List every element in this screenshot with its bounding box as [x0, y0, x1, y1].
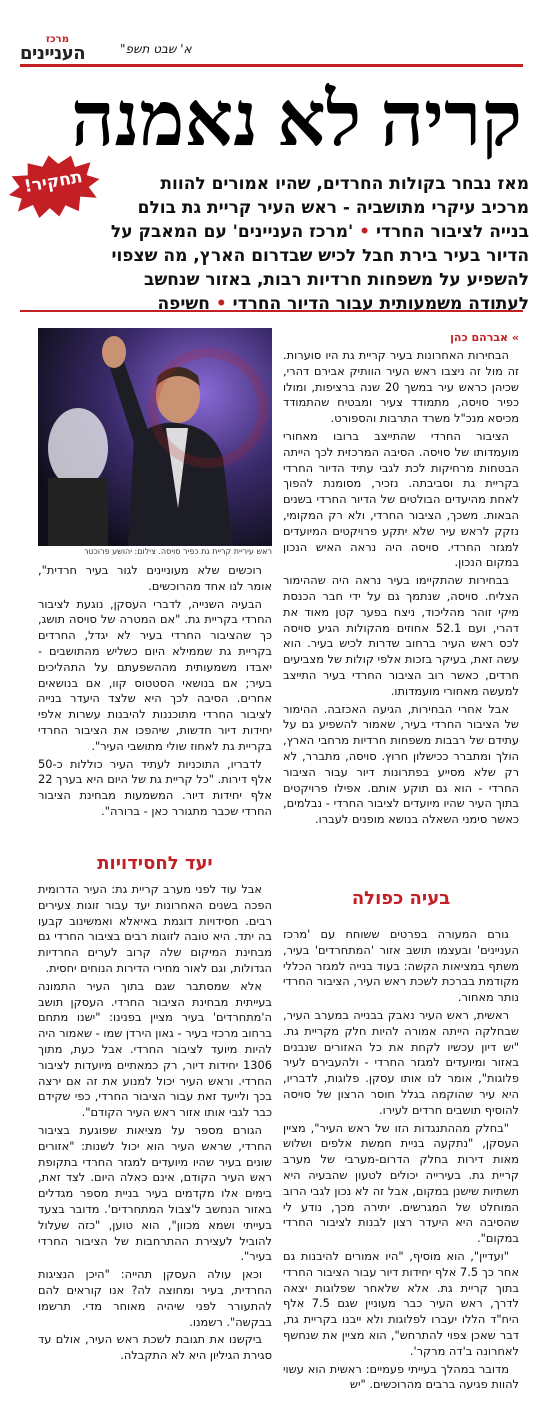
- subhead-bullet-2: •: [215, 294, 227, 314]
- paragraph: לדבריו, התוכניות לעתיד העיר כוללות כ-50 אלף דירות. "כל קריית גת של היום היא בערך 22 אלף יחידות דיור. המשמעות מבחינת הציבור החרדי שכבר מתגורר כאן - ברורה".: [38, 756, 272, 818]
- subhead-part1: מאז נבחר בקולות החרדים, שהיו אמורים להוות מרכיב עיקרי מתושביה - ראש העיר קריית גת בולם בנייה לציבור החרדי: [137, 174, 529, 242]
- paragraph: רוכשים שלא מעוניינים לגור בעיר חרדית", אומר לנו אחד מהרוכשים.: [38, 563, 272, 593]
- issue-date: א' שבט תשפ": [120, 42, 192, 56]
- paragraph: הגורם מספר על מציאות שפוגעת בציבור החרדי, שראש העיר הוא יכול לשנות: "אזורים שונים בעיר שהיו מיועדים למגזר החרדי בתקופת ראש העיר הקודם, אינם כאלה היום. לצד זאת, בימים אלו מקדמים בעיר בניית מספר מגדלים באזור הנחשב ל'צבול המתחרדים'. מדובר בצעד בעייתי ושמא מכוון", הוא טוען, "כזה שעלול להוביל לעצירת ההתרחבות של הציבור החרדי בעיר".: [38, 1122, 272, 1264]
- paragraph: אלא שמסתבר שגם בתוך העיר התמונה בעייתית מבחינת הציבור החרדי. העסקן תושב ה'מתחרדים' בעיר מציין בפנינו: "ישנו מתחם ברחוב מרכזי בעיר - גאון הירדן שמו - שאמור היה להיות מיועד לציבור החרדי. אבל כעת, מתוך 1306 יחידות דיור, רק כמאתיים מיועדות לציבור החרדי. וראש העיר יכול למנוע את זה אם ירצה בכך ולייעד זאת עבור הציבור החרדי, כפי שקידם כבר לגבי אותו אזור ראש העיר הקודם".: [38, 978, 272, 1120]
- photo-caption: ראש עיריית קריית גת כפיר סויסה. צילום: יהושע פרוכטר: [83, 547, 272, 556]
- paragraph: הציבור החרדי שהתייצב ברובו מאחורי מועמדותו של סויסה. הסיבה המרכזית לכך הייתה הבטחות מרחיקות לכת לגבי עתיד הדיור החרדי בקריית גת וסביבתה. נזכיר, מסומנת להפוך לאחת מהיעדים הבולטים של הדיור החרדי בשנים הבאות. משכך, הציבור החרדי, ולא רק המקומי, נזקק לראש עיר שלא יתקע פרויקטים המיועדים למגזר החרדי. סויסה היה נראה האיש הנכון במקום הנכון.: [283, 428, 519, 570]
- headline: קריה לא נאמנה: [71, 78, 522, 162]
- paragraph: הבעיה השנייה, לדברי העסקן, נוגעת לציבור החרדי בקריית גת. "אם המטרה של סויסה תושג, כך שהציבור החרדי בעיר לא יגדל, החרדים בקריית גת שממילא היום כשליש מהתושבים - יאבדו משמעותית מההשפעתם על התהליכים בעיר; אם בנושאי הסטטוס קוו, אם בנושאים אחרים. הסיבה לכך היא שלצד היעדר בנייה לציבור החרדי מתוכננות להיבנות עשרות אלפי יחידות דיור חדשות, שיהפכו את הציבור החרדי בקריית גת לאחוז שולי מתושבי העיר".: [38, 596, 272, 753]
- paragraph: ראשית, ראש העיר נאבק בבנייה במערב העיר, שבחלקה הייתה אמורה להיות חלק מקריית גת. "יש דיון עכשיו לקחת את כל האזורים שנבנים באזור ומיועדים למגזר החרדי - ולהעבירם לעיר פלוגות", אומר לנו אותו עסקן. פלוגות, לדבריו, היא עיר שהוקמה בגלל חוסר הרצון של סויסה להוסיף תושבים חרדים לעירו.: [283, 1007, 519, 1117]
- masthead: [20, 34, 523, 67]
- subhead-part2: 'מרכז העניינים' עם המאבק על הדיור בעיר בירת חבל לכיש שבדרום הארץ, מה שצפוי להשפיע על משפחות חרדיות רבות, באזור שנחשב לעתודה משמעותית עבור הדיור החרדי: [110, 222, 529, 314]
- column-left-top: [38, 563, 272, 822]
- paragraph: הבחירות האחרונות בעיר קריית גת היו סוערות. זה מול זה ניצבו ראש העיר הוותיק אבירם דהרי, שכיהן כראש עיר במשך 20 שנה ברציפות, ומולו כפיר סויסה, מתמודד צעיר ומבטיח שהתמודד מכיסא מנכ"ל משרד התרבות והספורט.: [283, 348, 519, 426]
- column-left-bottom: [38, 882, 272, 1366]
- section-title-double-problem: בעיה כפולה: [351, 888, 451, 909]
- badge-label: תחקיר!: [22, 167, 85, 198]
- subheadline: [109, 172, 529, 316]
- brand-logo: [20, 34, 100, 64]
- paragraph: אבל אחרי הבחירות, הגיעה האכזבה. ההימור של הציבור החרדי בעיר, שאמור להשפיע גם על עתידם של רבבות משפחות חרדיות מרחבי הארץ, הולך ומתברר ככישלון חרוץ. סויסה, מתברר, לא רק שלא מסייע בפתרונות דיור עבור הציבור החרדי - הוא גם תוקע אותם. אפילו פרויקטים בתוך העיר שהיו מיועדים לציבור החרדי - נבלמים, כאשר סימני השאלה בנושא מופנים לעברו.: [283, 701, 519, 827]
- section-title-hasidic-destination: יעד לחסידויות: [97, 853, 213, 874]
- paragraph: גורם המעורה בפרטים ששוחח עם 'מרכז העניינים' ובעצמו תושב אזור 'המתחרדים' בעיר, משתף במציאות הקשה: בעוד בנייה למגזר הכללי מקודמת בברכת לשכת ראש העיר, הציבור החרדי נותר מאחור.: [283, 927, 519, 1005]
- subhead-part3: חשיפה: [157, 294, 210, 314]
- brand-main: העניינים: [20, 43, 86, 64]
- byline: » אברהם כהן: [450, 331, 519, 344]
- column-right-bottom: [283, 927, 519, 1395]
- paragraph: בבחירות שהתקיימו בעיר נראה היה שההימור הצליח. סויסה, שנתמך גם על ידי חבר הכנסת מיקי זוהר מהליכוד, ניצח בפער קטן מאוד את דהרי, ועם 52.1 אחוזים מהקולות הגיע סויסה לכס ראש העיר ברחוב שדרות לכיש בעיר. הוא עשה זאת, בעיקר בזכות אלפי קולות של מצביעים חרדים, כאשר רוב הציבור החרדי בעיר התייצב למעשה מאחורי מועמדותו.: [283, 573, 519, 698]
- brand-top: מרכז: [46, 34, 69, 45]
- divider-line: [20, 310, 523, 312]
- subhead-bullet-1: •: [359, 222, 371, 242]
- paragraph: מדובר במהלך בעייתי פעמיים: ראשית הוא עשוי להוות פגיעה ברבים מהרוכשים. "יש: [283, 1361, 519, 1392]
- watermark-stamp: [148, 348, 268, 468]
- paragraph: "ועדיין", הוא מוסיף, "היו אמורים להיבנות גם אחר כך 7.5 אלף יחידות דיור עבור הציבור החרדי בתוך קריית גת. אלא שלאחר שפלוגות יצאה לדרך, ראש העיר כבר מעוניין שגם 7.5 אלף היח"ד הללו יעברו לפלוגות ולא ייבנו בקריית גת, דבר שאכן צפוי להתרחש", הוא מציין את שנחשף לאחרונה ב'דה מרקר'.: [283, 1248, 520, 1358]
- paragraph: "בחלק מההתנגדות הזו של ראש העיר", מציין העסקן, "נתקעה בניית חמשת אלפים ושלוש מאות דירות בחלק הדרום-מערבי של מערב קריית גת. בעירייה יכולים לטעון שהבעיה היא תשתיות שישנן במקום, אבל זה לא נכון לגבי הרוב המוחלט של המגרשים. יתירה מכך, נודע לי שהסיבה היא היעדר רצון לבנות לציבור החרדי במקום".: [283, 1120, 519, 1246]
- investigation-badge: [3, 147, 104, 224]
- column-right-top: [283, 348, 519, 830]
- paragraph: ביקשנו את תגובת לשכת ראש העיר, אולם עד סגירת הגיליון היא לא התקבלה.: [38, 1332, 272, 1363]
- paragraph: וכאן עולה העסקן תהייה: "היכן הנציגות החרדית, בעיר ומחוצה לה? אנו קוראים להם להתעורר לפני שיהיה מאוחר מדי. תרשמו בבקשה". רשמנו.: [38, 1267, 272, 1329]
- paragraph: אבל עוד לפני מערב קריית גת: העיר הדרומית הפכה בשנים האחרונות יעד עבור זוגות צעירים רבים. חסידויות דוגמת באיאלא ואמשינוב קבעו בה יתד. היא טובה לזוגות רבים בציבור החרדי גם מבחינת המיקום שלה קרוב לערים החרדיות הגדולות, וגם לאור מחירי הדירות הנוחים יחסית.: [38, 882, 272, 975]
